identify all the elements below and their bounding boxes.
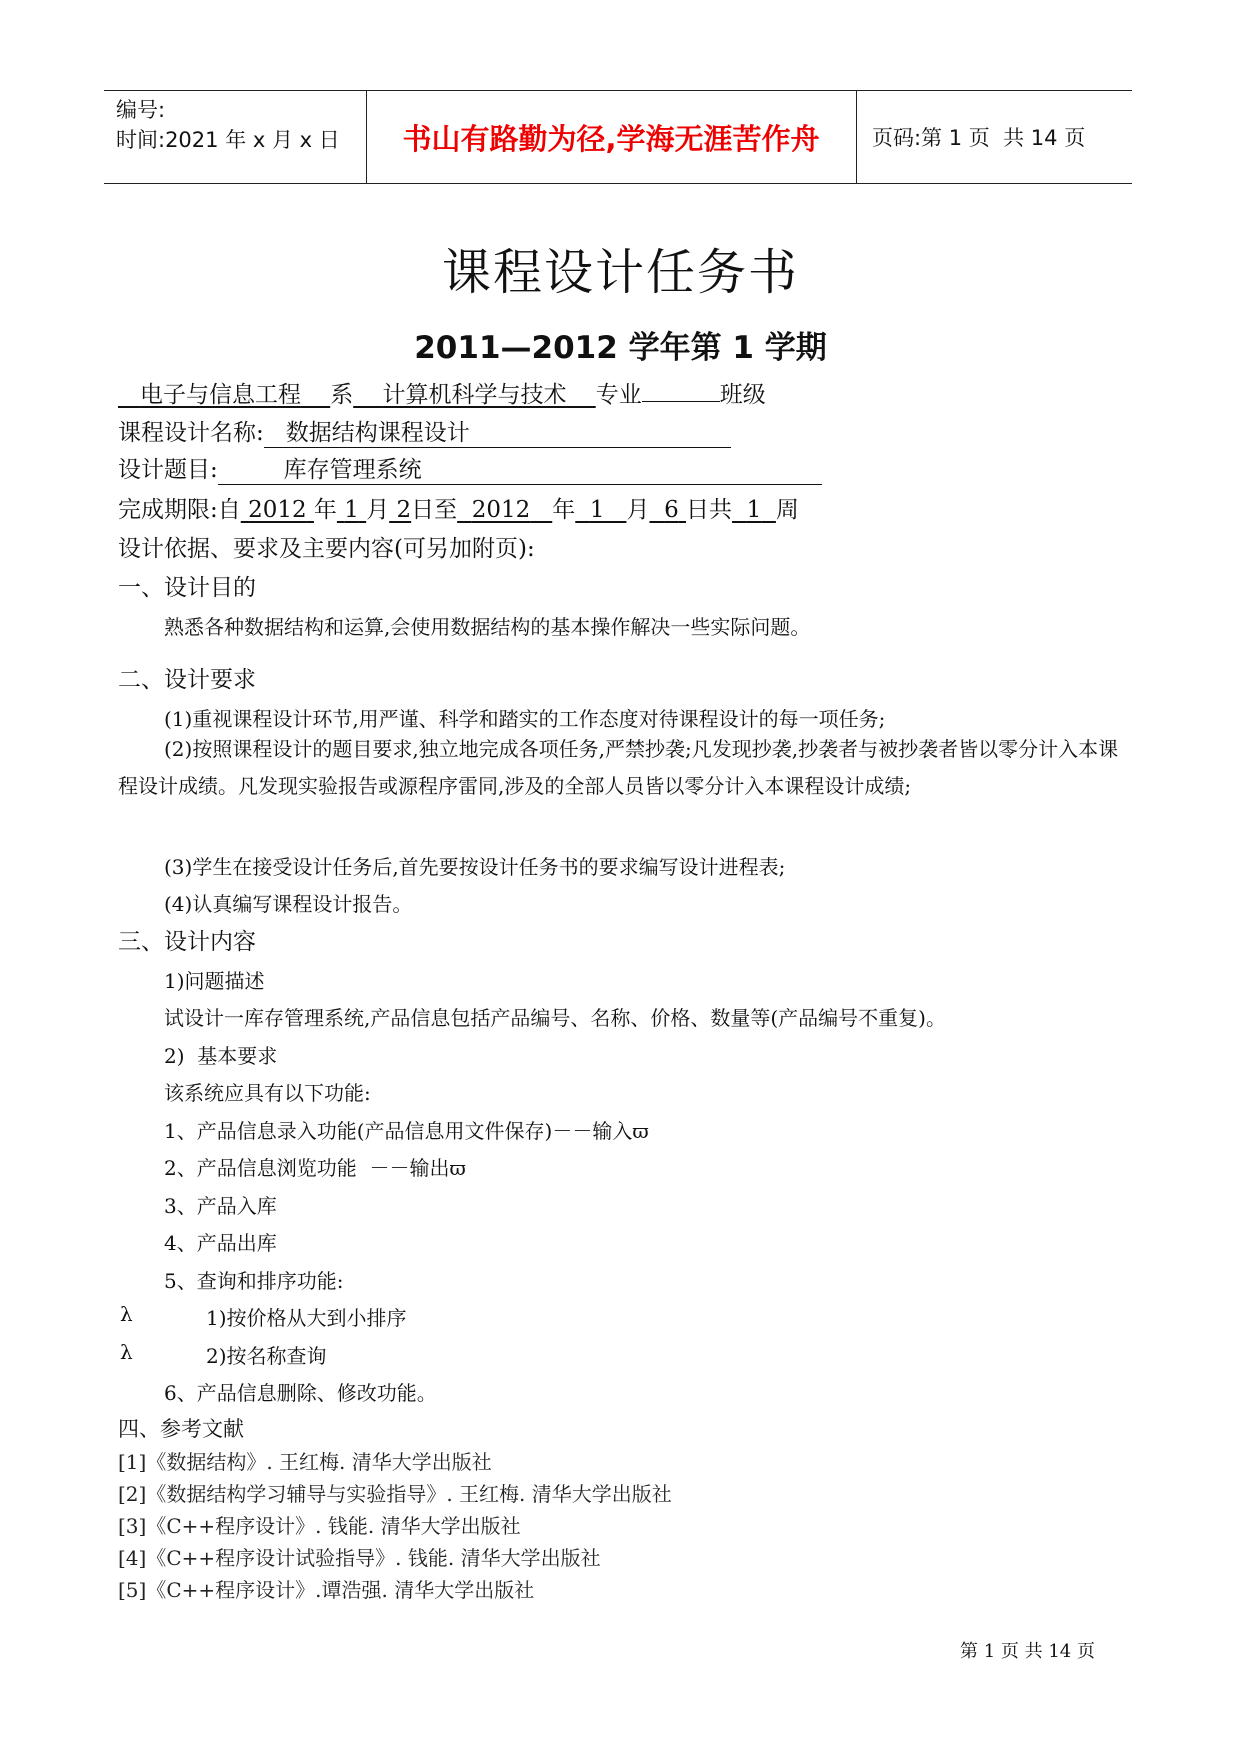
time-label: 时间:2021 年 x 月 x 日 xyxy=(116,128,340,152)
month-unit: 月 xyxy=(366,497,390,523)
bullet-icon: λ xyxy=(120,1340,133,1364)
requirement-1: (1)重视课程设计环节,用严谨、科学和踏实的工作态度对待课程设计的每一项任务; xyxy=(164,707,886,731)
requirement-2: (2)按照课程设计的题目要求,独立地完成各项任务,严禁抄袭;凡发现抄袭,抄袭者与被抄袭者皆以零分计入本课程设计成绩。凡发现实验报告或源程序雷同,涉及的全部人员皆以零分计入本课程设计成绩; xyxy=(118,737,1119,798)
reference-item: [2]《数据结构学习辅导与实验指导》. 王红梅. 清华大学出版社 xyxy=(118,1482,672,1506)
year-unit: 年 xyxy=(313,497,337,523)
document-title: 课程设计任务书 xyxy=(441,244,799,301)
start-day: 2 xyxy=(396,497,412,523)
day-to: 日至 xyxy=(411,497,458,523)
start-month: 1 xyxy=(344,497,359,523)
requirement-4: (4)认真编写课程设计报告。 xyxy=(164,892,413,916)
major-suffix: 专业 xyxy=(595,382,642,408)
basic-requirements-heading: 2) 基本要求 xyxy=(164,1044,278,1068)
function-4: 4、产品出库 xyxy=(164,1231,277,1255)
function-2: 2、产品信息浏览功能 －－输出ϖ xyxy=(164,1156,466,1180)
function-5: 5、查询和排序功能: xyxy=(164,1269,344,1293)
section-2-title: 二、设计要求 xyxy=(118,667,256,693)
reference-item: [1]《数据结构》. 王红梅. 清华大学出版社 xyxy=(118,1450,492,1474)
problem-description-heading: 1)问题描述 xyxy=(164,969,265,993)
requirement-3: (3)学生在接受设计任务后,首先要按设计任务书的要求编写设计进程表; xyxy=(164,855,786,879)
dept-line xyxy=(118,376,766,409)
problem-description-text: 试设计一库存管理系统,产品信息包括产品编号、名称、价格、数量等(产品编号不重复)。 xyxy=(164,1006,946,1030)
header-meta xyxy=(116,95,340,155)
reference-item: [5]《C++程序设计》.谭浩强. 清华大学出版社 xyxy=(118,1578,535,1602)
function-intro: 该系统应具有以下功能: xyxy=(164,1081,371,1105)
header-page-label xyxy=(872,122,1085,152)
header-motto: 书山有路勤为径,学海无涯苦作舟 xyxy=(402,122,820,156)
basis-line: 设计依据、要求及主要内容(可另加附页): xyxy=(118,536,535,562)
document-subtitle: 2011—2012 学年第 1 学期 xyxy=(414,330,827,366)
topic-label: 设计题目: xyxy=(118,457,218,483)
number-label: 编号: xyxy=(116,98,166,122)
course-value: 数据结构课程设计 xyxy=(285,420,470,446)
end-month: 1 xyxy=(589,497,605,523)
course-label: 课程设计名称: xyxy=(118,420,264,446)
bullet-icon: λ xyxy=(120,1302,133,1326)
course-field xyxy=(264,414,731,448)
major-value: 计算机科学与技术 xyxy=(382,382,567,408)
function-1: 1、产品信息录入功能(产品信息用文件保存)－－输入ϖ xyxy=(164,1119,649,1143)
start-year: 2012 xyxy=(248,497,307,523)
month-unit: 月 xyxy=(626,497,650,523)
header-divider xyxy=(856,91,857,183)
year-unit: 年 xyxy=(552,497,576,523)
department-value: 电子与信息工程 xyxy=(139,382,301,408)
end-year: 2012 xyxy=(471,497,531,523)
period-line xyxy=(118,491,799,524)
function-3: 3、产品入库 xyxy=(164,1194,277,1218)
week-unit: 周 xyxy=(775,497,799,523)
class-suffix: 班级 xyxy=(719,382,766,408)
section-1-text: 熟悉各种数据结构和运算,会使用数据结构的基本操作解决一些实际问题。 xyxy=(164,615,811,639)
dept-suffix: 系 xyxy=(330,382,354,408)
section-3-title: 三、设计内容 xyxy=(118,929,256,955)
page-label-text: 页码:第 1 页 共 14 页 xyxy=(872,126,1086,150)
topic-line xyxy=(118,451,822,485)
function-5a: 1)按价格从大到小排序 xyxy=(206,1306,407,1330)
document-header xyxy=(104,90,1132,184)
day-total: 日共 xyxy=(686,497,733,523)
reference-item: [4]《C++程序设计试验指导》. 钱能. 清华大学出版社 xyxy=(118,1546,601,1570)
course-line xyxy=(118,414,731,448)
function-5b: 2)按名称查询 xyxy=(206,1344,327,1368)
end-day: 6 xyxy=(664,497,679,523)
topic-field xyxy=(218,451,822,485)
reference-item: [3]《C++程序设计》. 钱能. 清华大学出版社 xyxy=(118,1514,521,1538)
function-6: 6、产品信息删除、修改功能。 xyxy=(164,1381,437,1405)
topic-value: 库存管理系统 xyxy=(283,457,422,483)
weeks-value: 1 xyxy=(746,497,762,523)
section-1-title: 一、设计目的 xyxy=(118,575,256,601)
page-footer: 第 1 页 共 14 页 xyxy=(960,1641,1095,1662)
period-label: 完成期限:自 xyxy=(118,497,241,523)
section-4-title: 四、参考文献 xyxy=(118,1417,244,1441)
class-blank xyxy=(642,377,720,402)
